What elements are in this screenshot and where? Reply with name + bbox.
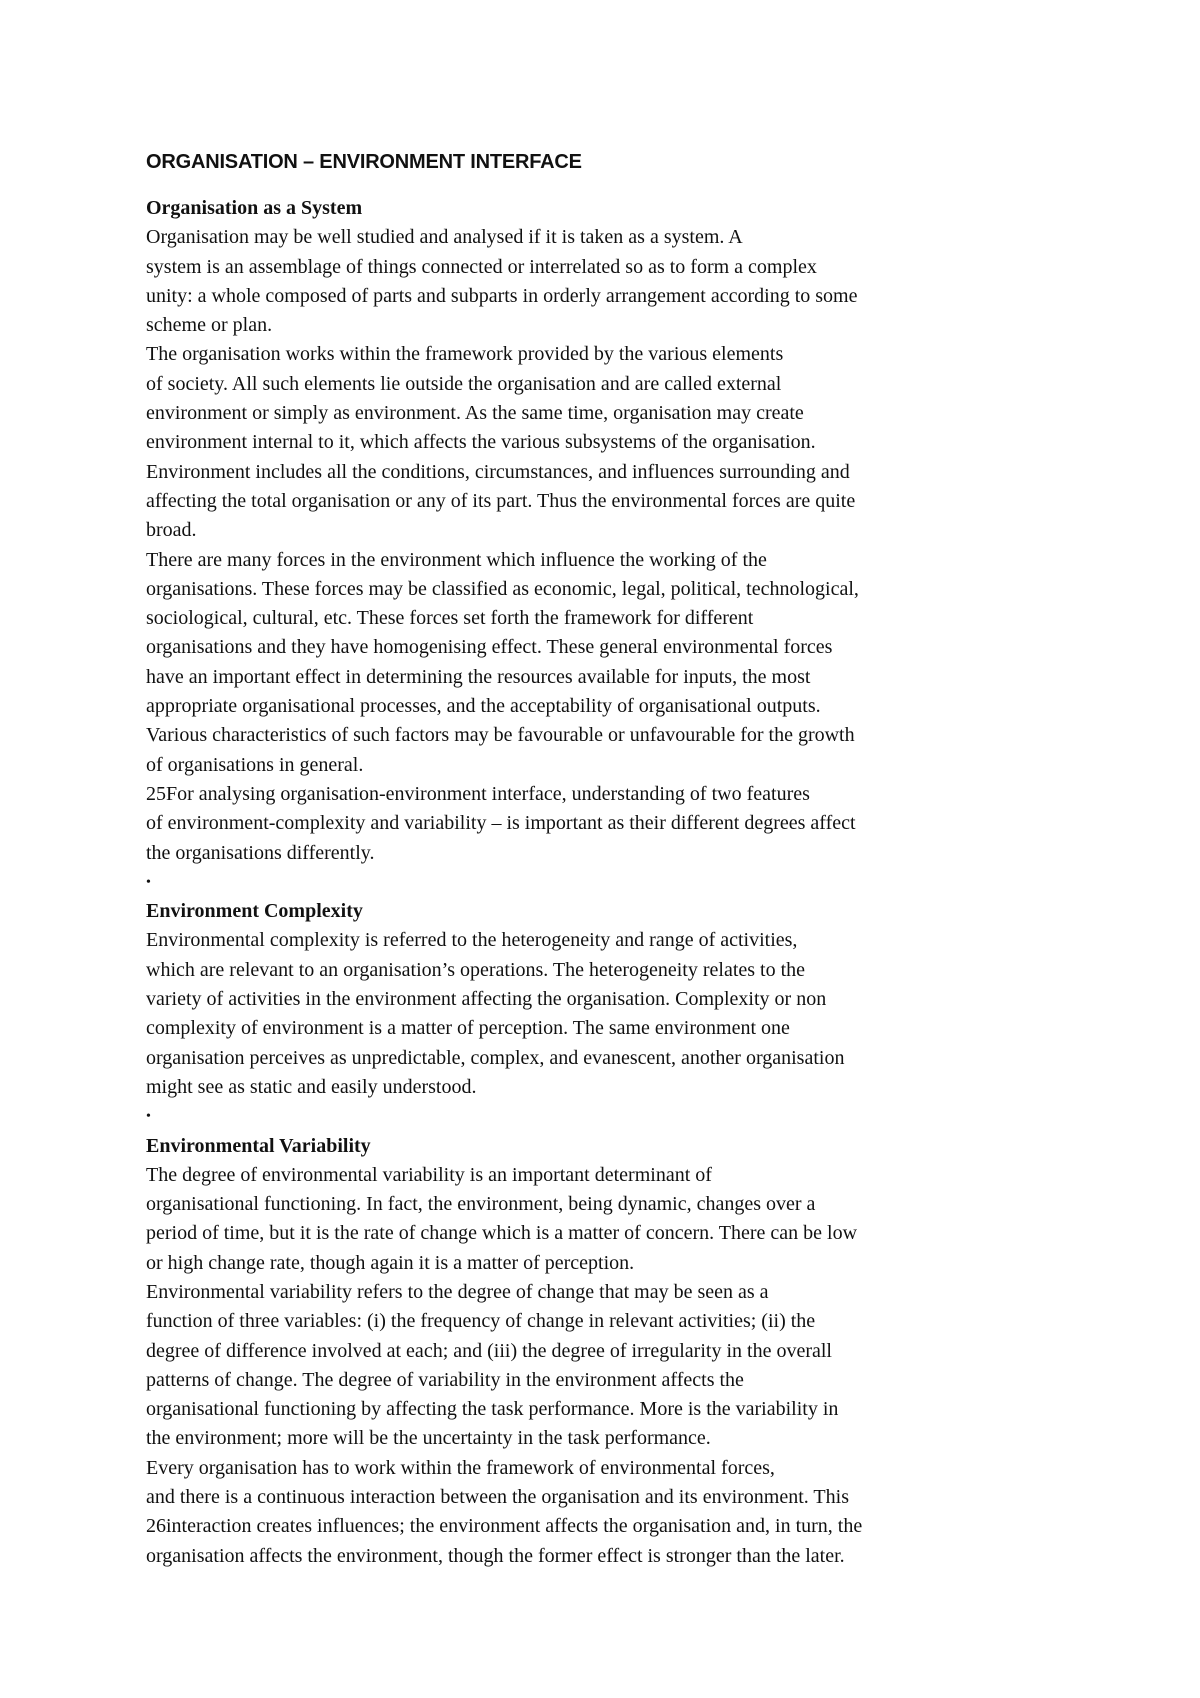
paragraph-line: complexity of environment is a matter of perception. The same environment one [146, 1017, 790, 1040]
paragraph-line: sociological, cultural, etc. These forces set forth the framework for different [146, 607, 754, 630]
paragraph-line: Environmental variability refers to the degree of change that may be seen as a [146, 1280, 769, 1303]
paragraph-line: the organisations differently. [146, 841, 375, 864]
paragraph-line: The organisation works within the framework provided by the various elements [146, 343, 784, 366]
paragraph-line: which are relevant to an organisation’s operations. The heterogeneity relates to the [146, 958, 806, 981]
bullet-marker: • [146, 874, 151, 890]
paragraph-line: organisational functioning. In fact, the environment, being dynamic, changes over a [146, 1193, 816, 1216]
paragraph-line: Environmental complexity is referred to the heterogeneity and range of activities, [146, 929, 798, 952]
paragraph-line: 26interaction creates influences; the environment affects the organisation and, in turn, the [146, 1515, 863, 1538]
document-body [146, 148, 1076, 1571]
section-heading: Organisation as a System [146, 197, 363, 219]
paragraph-line: degree of difference involved at each; and (iii) the degree of irregularity in the overall [146, 1339, 832, 1362]
paragraph-line: system is an assemblage of things connected or interrelated so as to form a complex [146, 255, 817, 278]
paragraph-line: organisational functioning by affecting the task performance. More is the variability in [146, 1398, 839, 1421]
paragraph-line: affecting the total organisation or any of its part. Thus the environmental forces are quite [146, 489, 856, 512]
paragraph-line: scheme or plan. [146, 314, 273, 337]
paragraph-line: might see as static and easily understood. [146, 1075, 477, 1098]
section-environmental-variability [146, 1132, 1076, 1571]
paragraph-line: period of time, but it is the rate of change which is a matter of concern. There can be low [146, 1222, 858, 1245]
paragraph-line: environment internal to it, which affects the various subsystems of the organisation. [146, 431, 816, 454]
bullet-marker: • [146, 1109, 151, 1125]
section-heading: Environmental Variability [146, 1134, 371, 1157]
document-title: ORGANISATION – ENVIRONMENT INTERFACE [146, 151, 582, 173]
section-organisation-as-system [146, 194, 1076, 868]
paragraph-line: Various characteristics of such factors may be favourable or unfavourable for the growth [146, 724, 855, 747]
paragraph-line: Environment includes all the conditions, circumstances, and influences surrounding and [146, 460, 850, 483]
paragraph-line: There are many forces in the environment which influence the working of the [146, 548, 767, 571]
paragraph-line: 25For analysing organisation-environment interface, understanding of two features [146, 782, 810, 805]
paragraph-line: Every organisation has to work within the framework of environmental forces, [146, 1456, 775, 1479]
paragraph-line: and there is a continuous interaction between the organisation and its environment. This [146, 1486, 849, 1509]
paragraph-line: The degree of environmental variability is an important determinant of [146, 1163, 712, 1186]
section-heading: Environment Complexity [146, 900, 363, 923]
paragraph-line: Organisation may be well studied and analysed if it is taken as a system. A [146, 226, 743, 249]
paragraph-line: the environment; more will be the uncertainty in the task performance. [146, 1427, 711, 1450]
paragraph-line: of organisations in general. [146, 753, 364, 776]
paragraph-line: or high change rate, though again it is a matter of perception. [146, 1251, 635, 1274]
paragraph-line: broad. [146, 519, 197, 542]
section-environment-complexity [146, 897, 1076, 1102]
paragraph-line: of environment-complexity and variability – is important as their different degrees affect [146, 812, 856, 835]
paragraph-line: organisation perceives as unpredictable, complex, and evanescent, another organisation [146, 1046, 845, 1069]
paragraph-line: of society. All such elements lie outside the organisation and are called external [146, 372, 782, 395]
paragraph-line: environment or simply as environment. As the same time, organisation may create [146, 402, 804, 425]
paragraph-line: organisations. These forces may be classified as economic, legal, political, technological, [146, 577, 859, 600]
paragraph-line: organisation affects the environment, though the former effect is stronger than the later. [146, 1544, 845, 1567]
paragraph-line: patterns of change. The degree of variability in the environment affects the [146, 1368, 744, 1391]
paragraph-line: function of three variables: (i) the frequency of change in relevant activities; (ii) the [146, 1310, 816, 1333]
paragraph-line: organisations and they have homogenising effect. These general environmental forces [146, 636, 833, 659]
paragraph-line: appropriate organisational processes, and the acceptability of organisational outputs. [146, 695, 821, 718]
paragraph-line: have an important effect in determining the resources available for inputs, the most [146, 665, 811, 688]
paragraph-line: variety of activities in the environment affecting the organisation. Complexity or non [146, 988, 827, 1011]
paragraph-line: unity: a whole composed of parts and subparts in orderly arrangement according to some [146, 284, 858, 307]
